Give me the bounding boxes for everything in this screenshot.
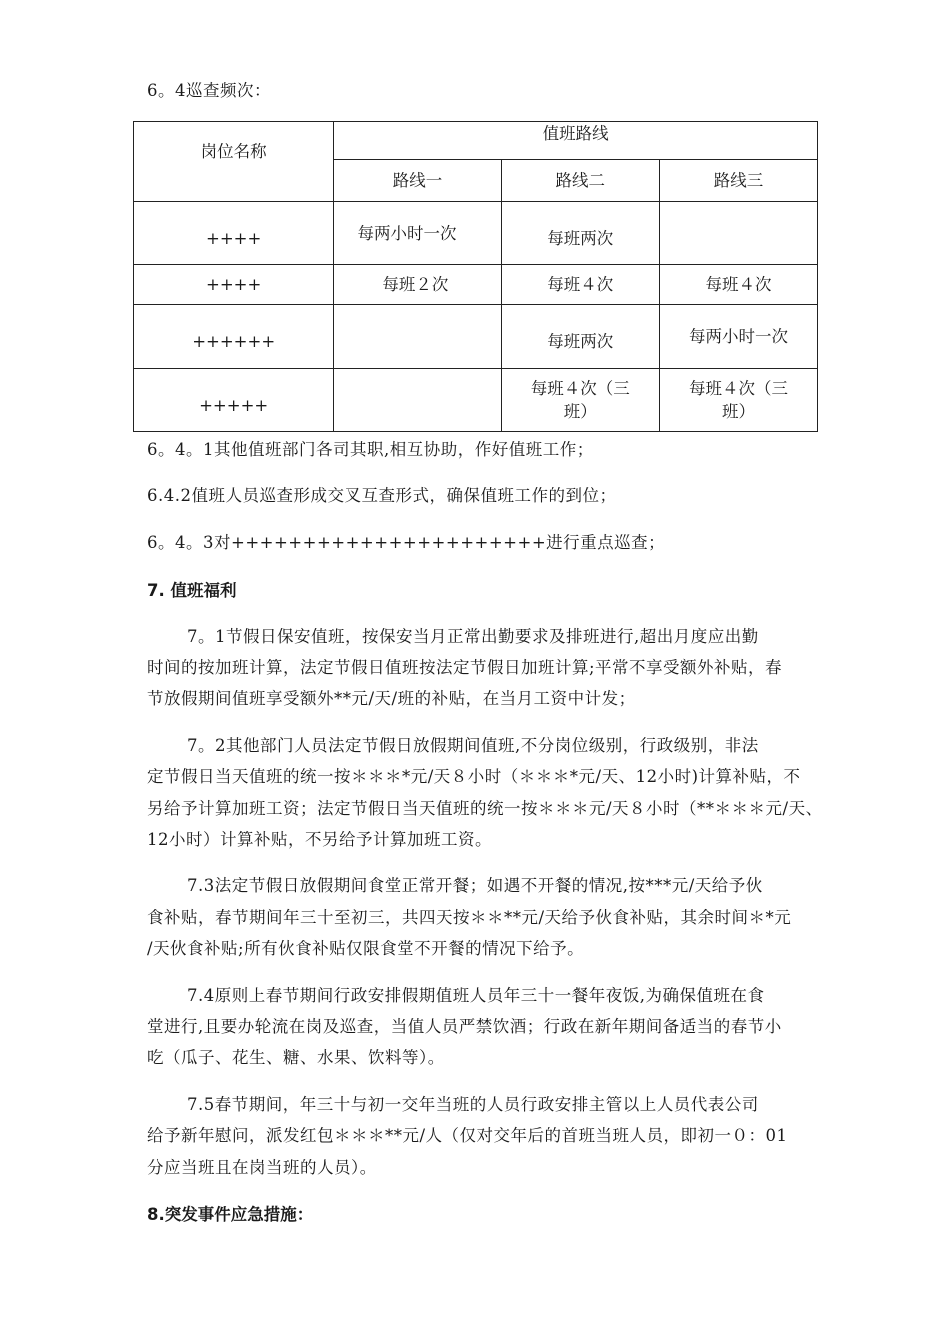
route-cell [334,369,501,432]
route-cell: 每班４次（三班） [659,369,817,432]
route-cell: 每班４次（三班） [501,369,659,432]
para-7-2-line-1: 7。2其他部门人员法定节假日放假期间值班,不分岗位级别，行政级别，非法 [187,736,759,755]
section-6-4-title: 6。4巡查频次： [147,81,271,100]
post-cell: +++++ [134,369,334,432]
item-6-4-1: 6。4。1其他值班部门各司其职,相互协助，作好值班工作； [147,440,594,459]
para-7-5-line-3: 分应当班且在岗当班的人员）。 [147,1158,377,1177]
para-7-3-line-2: 食补贴，春节期间年三十至初三，共四天按＊＊**元/天给予伙食补贴，其余时间＊*元 [147,908,792,927]
para-7-4-line-2: 堂进行,且要办轮流在岗及巡查，当值人员严禁饮酒；行政在新年期间备适当的春节小 [147,1017,782,1036]
para-7-5-line-2: 给予新年慰问，派发红包＊＊＊**元/人（仅对交年后的首班当班人员，即初一０：01 [147,1126,788,1145]
header-route-2: 路线二 [501,160,659,202]
route-cell: 每班２次 [334,265,501,305]
para-7-1-line-2: 时间的按加班计算，法定节假日值班按法定节假日加班计算;平常不享受额外补贴，春 [147,658,783,677]
para-7-2-line-3: 另给予计算加班工资；法定节假日当天值班的统一按＊＊＊元/天８小时（**＊＊＊元/天、 [147,799,823,818]
para-7-1-line-1: 7。1节假日保安值班，按保安当月正常出勤要求及排班进行,超出月度应出勤 [187,627,759,646]
route-cell: 每两小时一次 [659,305,817,369]
post-cell: ++++ [134,265,334,305]
table-row [134,305,818,369]
para-7-5-line-1: 7.5春节期间，年三十与初一交年当班的人员行政安排主管以上人员代表公司 [187,1095,759,1114]
header-duty-route: 值班路线 [334,122,818,160]
post-cell: ++++++ [134,305,334,369]
item-6-4-2: 6.4.2值班人员巡查形成交叉互查形式，确保值班工作的到位； [147,486,617,505]
route-cell: 每班两次 [501,202,659,265]
header-route-1: 路线一 [334,160,501,202]
route-cell [334,305,501,369]
para-7-1-line-3: 节放假期间值班享受额外**元/天/班的补贴，在当月工资中计发； [147,689,636,708]
item-6-4-3: 6。4。3对++++++++++++++++++++++进行重点巡查； [147,533,666,552]
route-cell: 每班４次 [659,265,817,305]
route-cell: 每两小时一次 [334,202,501,265]
table-row [134,202,818,265]
table-row [134,265,818,305]
header-route-3: 路线三 [659,160,817,202]
para-7-4-line-1: 7.4原则上春节期间行政安排假期值班人员年三十一餐年夜饭,为确保值班在食 [187,986,765,1005]
para-7-3-line-3: /天伙食补贴;所有伙食补贴仅限食堂不开餐的情况下给予。 [147,939,585,958]
route-cell: 每班４次 [501,265,659,305]
para-7-3-line-1: 7.3法定节假日放假期间食堂正常开餐；如遇不开餐的情况,按***元/天给予伙 [187,876,763,895]
post-cell: ++++ [134,202,334,265]
header-position-name: 岗位名称 [134,122,334,202]
para-7-2-line-2: 定节假日当天值班的统一按＊＊＊*元/天８小时（＊＊＊*元/天、12小时)计算补贴，不 [147,767,801,786]
route-cell: 每班两次 [501,305,659,369]
patrol-frequency-table [133,121,818,432]
para-7-4-line-3: 吃（瓜子、花生、糖、水果、饮料等）。 [147,1048,445,1067]
section-8-title: 8.突发事件应急措施： [147,1205,314,1224]
table-row [134,369,818,432]
para-7-2-line-4: 12小时）计算补贴，不另给予计算加班工资。 [147,830,492,849]
section-7-title: 7. 值班福利 [147,581,237,600]
route-cell [659,202,817,265]
